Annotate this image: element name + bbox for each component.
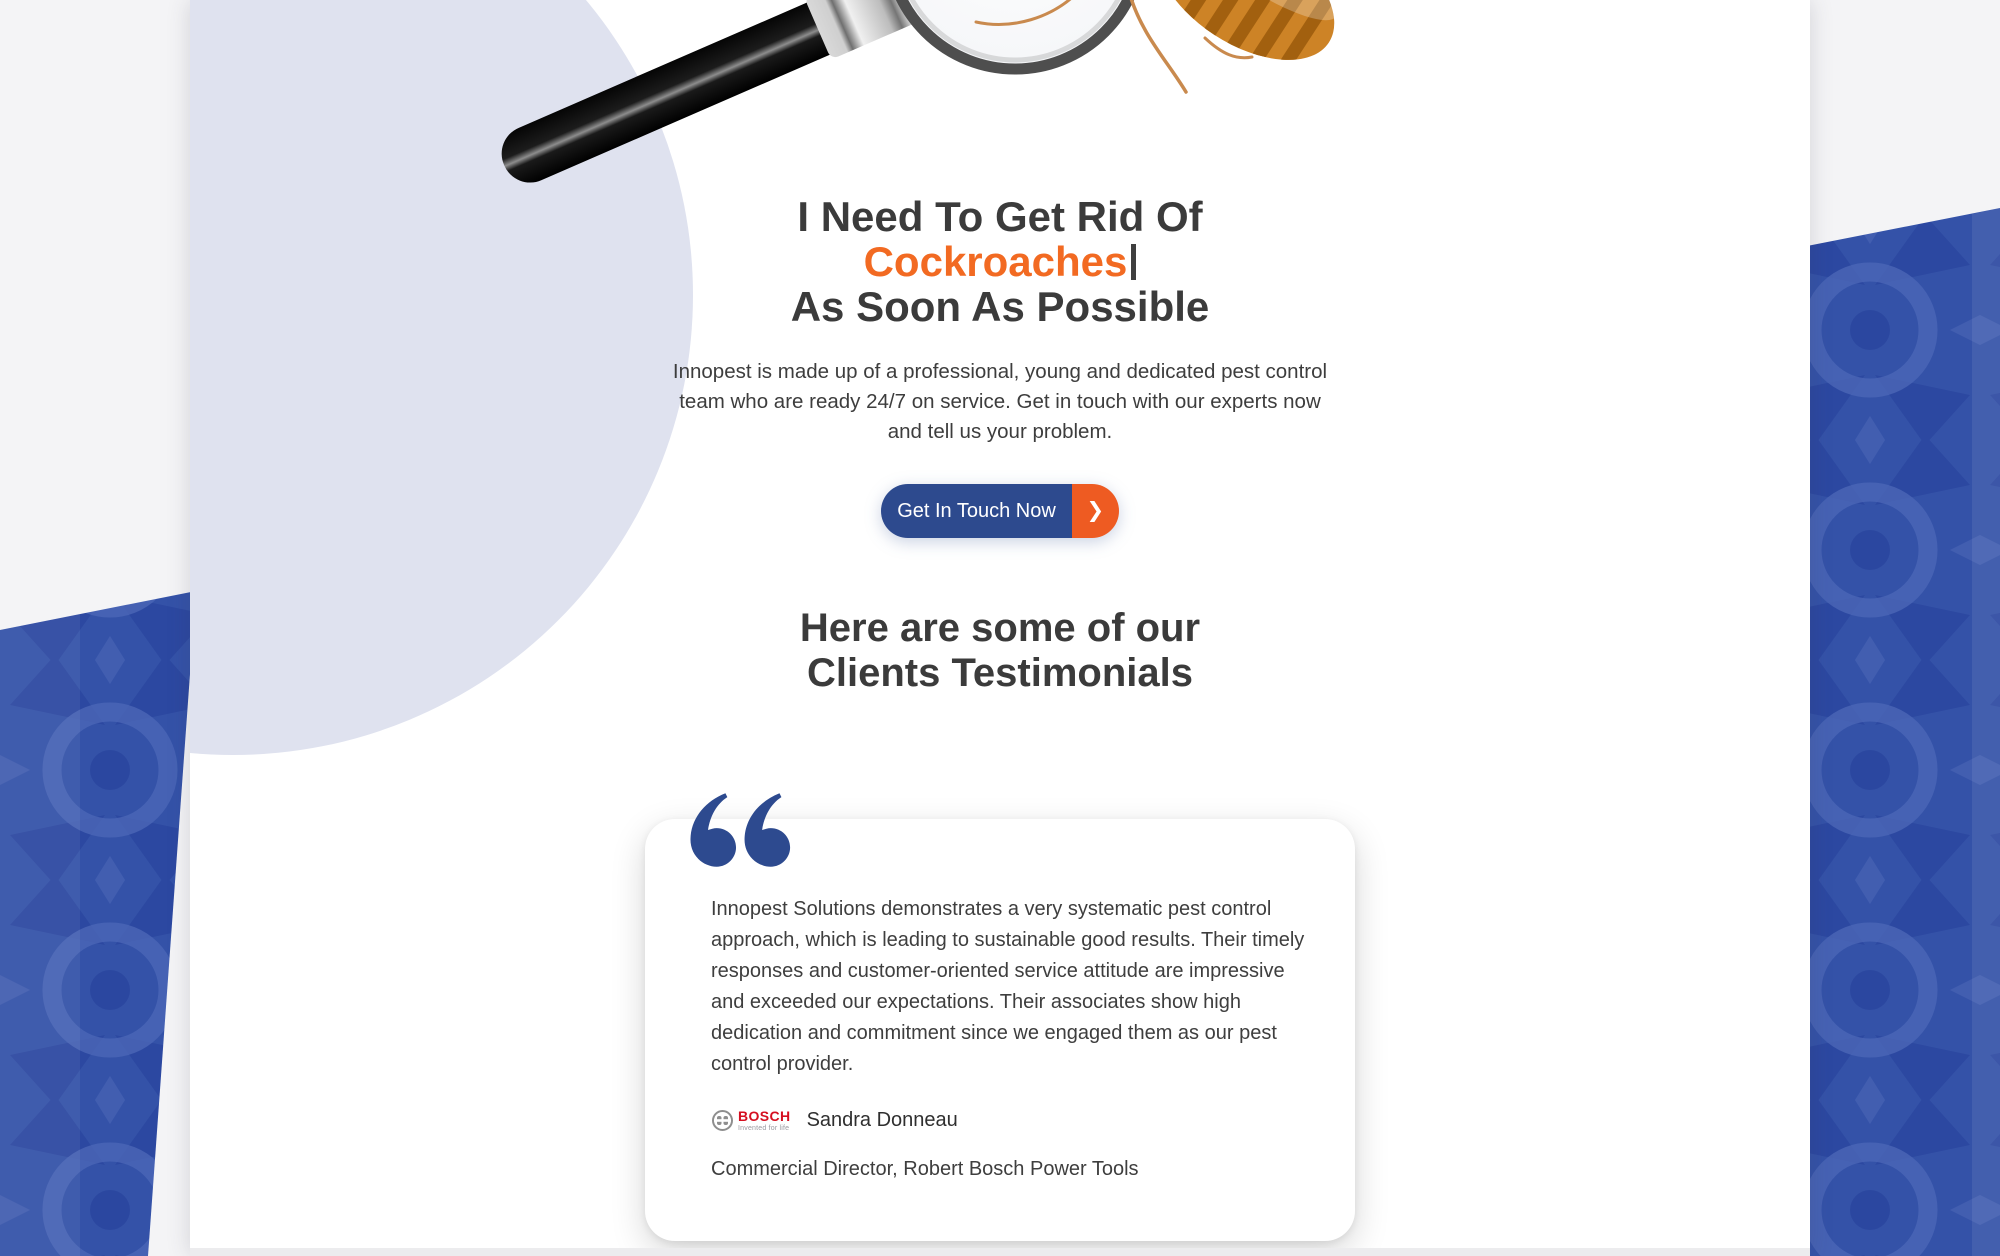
bosch-brand-text: BOSCH	[738, 1107, 791, 1124]
bosch-wordmark	[738, 1109, 791, 1132]
testimonials-section	[190, 606, 1810, 1241]
bosch-symbol-icon	[711, 1109, 734, 1132]
testimonials-heading-line2: Clients Testimonials	[806, 651, 1193, 695]
hero-title-line3: As Soon As Possible	[790, 283, 1210, 330]
testimonial-text: Innopest Solutions demonstrates a very systematic pest control approach, which is leading to sustainable good results. Their timely responses and customer-oriented service attitude are impressive and exceeded our expectations. Their associates show high dedication and commitment since we engaged them as our pest control provider.	[711, 898, 1305, 1075]
page	[190, 0, 1810, 1256]
testimonial-author-name: Sandra Donneau	[806, 1108, 958, 1131]
hero-title-line1: I Need To Get Rid Of	[797, 193, 1203, 240]
hero-section	[190, 0, 1810, 538]
hero-title	[190, 194, 1810, 329]
hero-description: Innopest is made up of a professional, young and dedicated pest control team who are ready 24/7 on service. Get in touch with our experts now and tell us your problem.	[672, 360, 1328, 443]
testimonials-heading	[190, 606, 1810, 696]
bosch-tagline-text: Invented for life	[738, 1124, 790, 1132]
testimonials-heading-line1: Here are some of our	[799, 606, 1201, 650]
get-in-touch-label: Get In Touch Now	[881, 484, 1072, 538]
hero-title-highlight: Cockroaches	[863, 238, 1128, 285]
testimonial-author-role: Commercial Director, Robert Bosch Power Tools	[711, 1158, 1139, 1180]
chevron-right-icon: ❯	[1072, 484, 1119, 538]
get-in-touch-button[interactable]	[881, 484, 1119, 538]
testimonial-card	[645, 819, 1355, 1241]
typing-cursor-icon	[1131, 244, 1136, 280]
bosch-logo	[711, 1109, 791, 1132]
hero-title-line2	[190, 239, 1810, 284]
double-quote-icon	[681, 791, 793, 869]
next-section-divider	[190, 1248, 1810, 1256]
testimonial-author-row	[711, 1104, 1297, 1136]
